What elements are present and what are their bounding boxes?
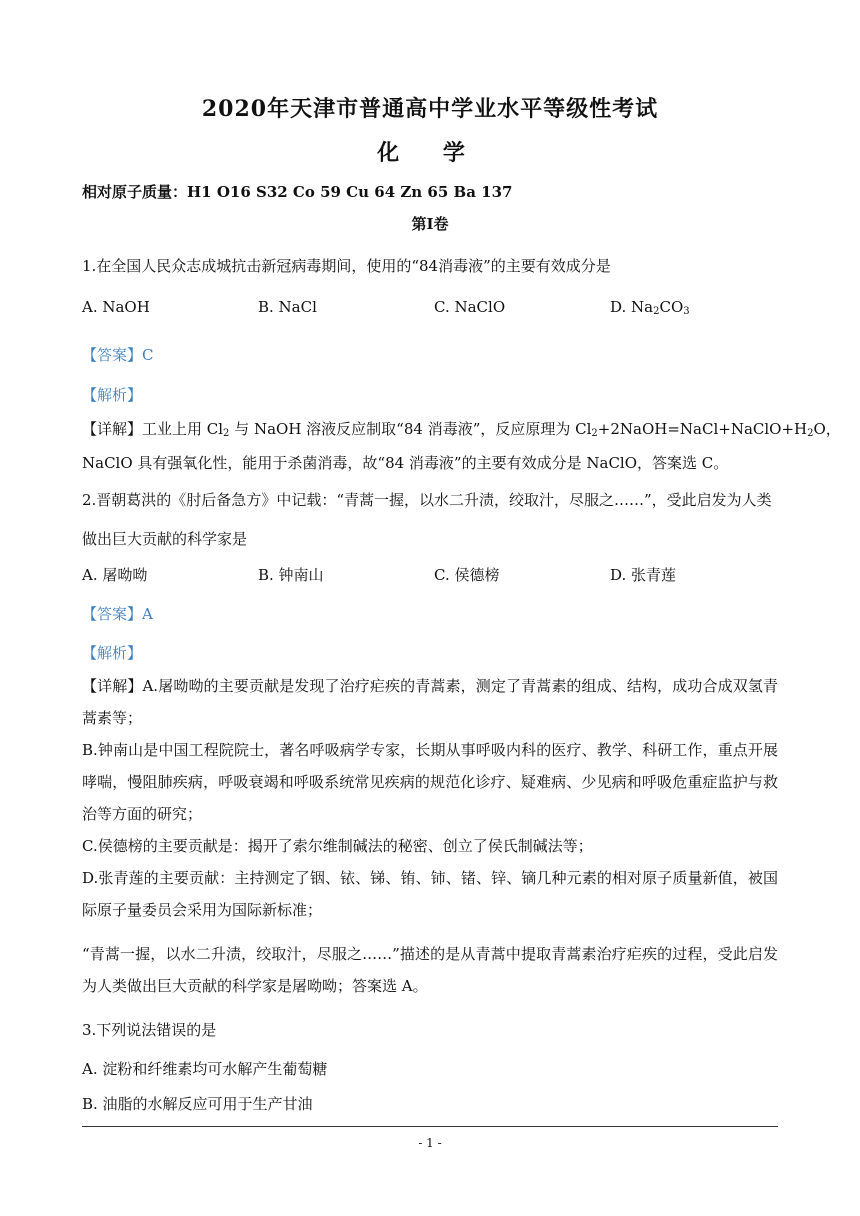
- q1-detail-line2: NaClO 具有强氧化性，能用于杀菌消毒，故“84 消毒液”的主要有效成分是 NaClO，答案选 C。: [82, 454, 729, 472]
- q1-option-b: B. NaCl: [258, 298, 317, 316]
- exam-title: 2020年天津市普通高中学业水平等级性考试: [201, 96, 659, 122]
- q1-answer: 【答案】C: [82, 346, 154, 364]
- q3-option-b: B. 油脂的水解反应可用于生产甘油: [82, 1095, 313, 1113]
- q2-option-c: C. 侯德榜: [434, 566, 500, 584]
- page-number: - 1 -: [418, 1136, 442, 1150]
- q1-option-d: D. $Na_2CO_3$: [610, 298, 690, 317]
- q2-stem-line2: 做出巨大贡献的科学家是: [82, 530, 248, 548]
- q1-analysis-label: 【解析】: [82, 386, 143, 404]
- section-heading: 第Ⅰ卷: [411, 215, 449, 233]
- q2-answer: 【答案】A: [82, 605, 153, 623]
- q2-option-a: A. 屠呦呦: [82, 566, 148, 584]
- q3-stem: 3.下列说法错误的是: [82, 1021, 217, 1039]
- q3-option-a: A. 淀粉和纤维素均可水解产生葡萄糖: [82, 1060, 328, 1078]
- q2-detail-a: 【详解】A.屠呦呦的主要贡献是发现了治疗疟疾的青蒿素，测定了青蒿素的组成、结构，成功合成双氢青蒿素等；: [82, 677, 778, 727]
- q2-detail-summary: “青蒿一握，以水二升渍，绞取汁，尽服之……”描述的是从青蒿中提取青蒿素治疗疟疾的过程，受此启发为人类做出巨大贡献的科学家是屠呦呦；答案选 A。: [82, 945, 778, 995]
- q1-stem: 1.在全国人民众志成城抗击新冠病毒期间，使用的“84消毒液”的主要有效成分是: [82, 257, 611, 275]
- q2-stem-line1: 2.晋朝葛洪的《肘后备急方》中记载：“青蒿一握，以水二升渍，绞取汁，尽服之……”，受此启发为人类: [82, 491, 772, 509]
- atomic-masses: 相对原子质量：H1 O16 S32 Co 59 Cu 64 Zn 65 Ba 137: [82, 183, 513, 201]
- q1-detail-line1: 【详解】工业上用 $Cl_2$ 与 NaOH 溶液反应制取“84 消毒液”，反应原理为 $Cl_2+2NaOH=NaCl+NaClO+H_2O$，: [82, 420, 841, 439]
- q2-option-d: D. 张青莲: [610, 566, 677, 584]
- q2-detail-b: B.钟南山是中国工程院院士，著名呼吸病学专家，长期从事呼吸内科的医疗、教学、科研工作，重点开展哮喘，慢阻肺疾病，呼吸衰竭和呼吸系统常见疾病的规范化诊疗、疑难病、少见病和呼吸危重症监护与救治等方面的研究；: [82, 741, 778, 823]
- q2-detail-d: D.张青莲的主要贡献：主持测定了铟、铱、锑、铕、铈、锗、锌、镝几种元素的相对原子质量新值，被国际原子量委员会采用为国际新标准；: [82, 869, 778, 919]
- footer-divider: [82, 1126, 778, 1127]
- q1-option-a: A. NaOH: [82, 298, 150, 316]
- q1-option-c: C. NaClO: [434, 298, 506, 316]
- q2-option-b: B. 钟南山: [258, 566, 324, 584]
- q2-detail-c: C.侯德榜的主要贡献是：揭开了索尔维制碱法的秘密、创立了侯氏制碱法等；: [82, 837, 593, 855]
- q2-analysis-label: 【解析】: [82, 644, 143, 662]
- subject-title: 化 学: [377, 140, 483, 166]
